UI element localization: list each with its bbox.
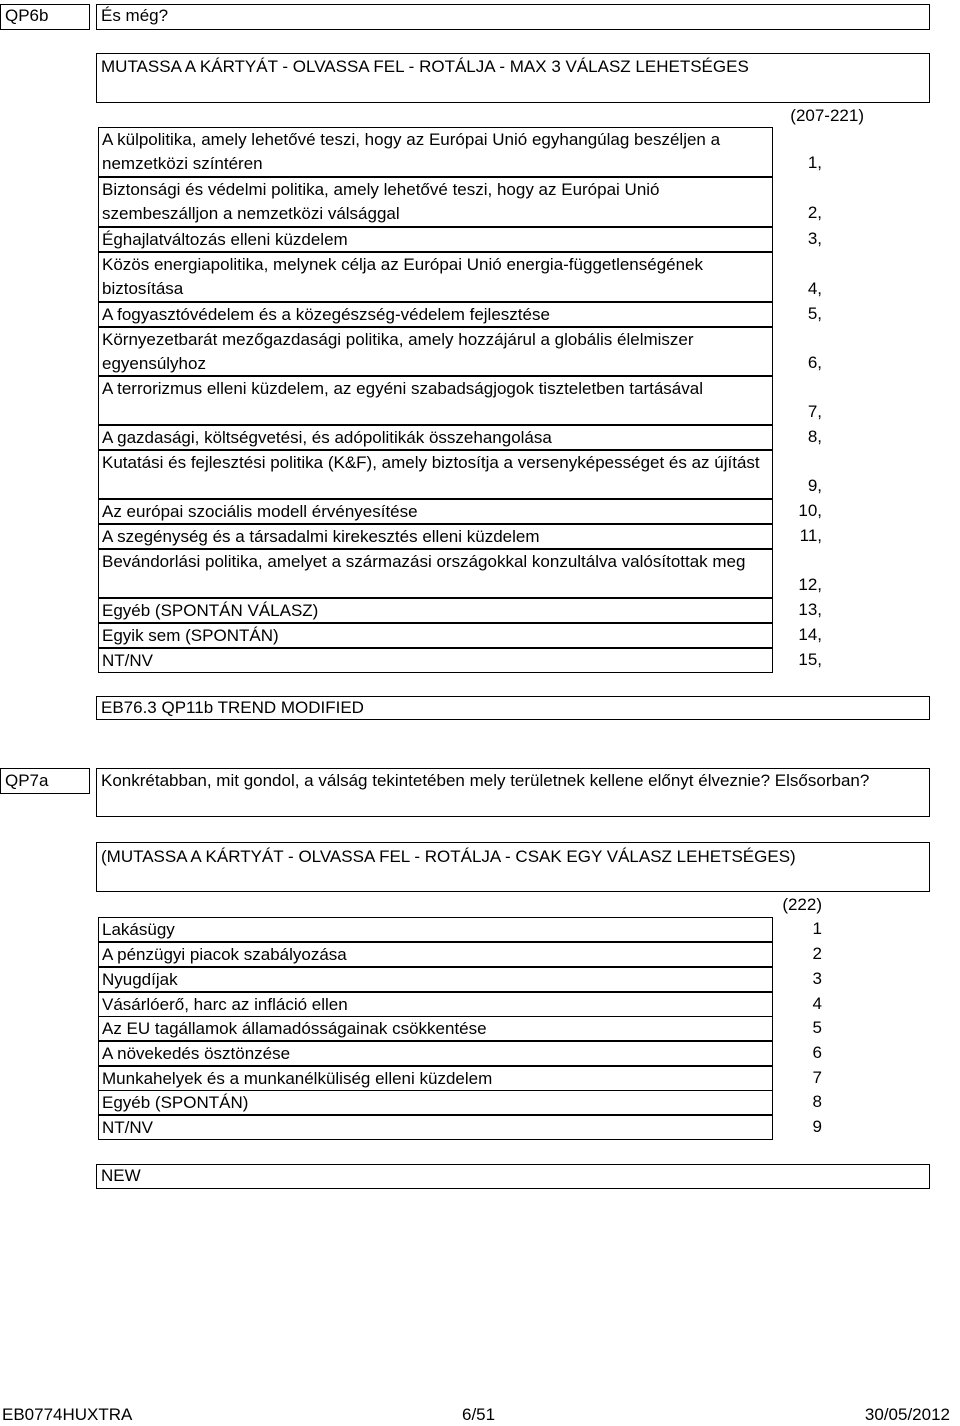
option-text: A gazdasági, költségvetési, és adópolitikák összehangolása bbox=[98, 425, 773, 450]
qp7a-id: QP7a bbox=[0, 768, 90, 794]
option-text: A fogyasztóvédelem és a közegészség-védelem fejlesztése bbox=[98, 302, 773, 327]
option-text: NT/NV bbox=[98, 648, 773, 673]
option-text: Nyugdíjak bbox=[98, 967, 773, 992]
option-code: 1 bbox=[812, 919, 822, 938]
qp7a-range: (222) bbox=[782, 895, 822, 914]
option-code: 9 bbox=[812, 1117, 822, 1136]
option-code: 6, bbox=[807, 353, 822, 372]
option-text: Lakásügy bbox=[98, 917, 773, 942]
option-text: Az EU tagállamok államadósságainak csökkentése bbox=[98, 1016, 773, 1041]
option-text: Közös energiapolitika, melynek célja az Európai Unió energia-függetlenségének biztosítása bbox=[98, 252, 773, 302]
qp6b-instruction: MUTASSA A KÁRTYÁT - OLVASSA FEL - ROTÁLJA - MAX 3 VÁLASZ LEHETSÉGES bbox=[96, 53, 930, 103]
option-code: 5, bbox=[807, 304, 822, 323]
option-text: Bevándorlási politika, amelyet a származási országokkal konzultálva valósítottak meg bbox=[98, 549, 773, 598]
option-code: 12, bbox=[798, 575, 822, 594]
qp6b-range: (207-221) bbox=[790, 106, 864, 125]
option-text: A növekedés ösztönzése bbox=[98, 1041, 773, 1066]
option-text: Az európai szociális modell érvényesítése bbox=[98, 499, 773, 524]
option-text: Éghajlatváltozás elleni küzdelem bbox=[98, 227, 773, 252]
option-text: Vásárlóerő, harc az infláció ellen bbox=[98, 992, 773, 1017]
option-code: 5 bbox=[812, 1018, 822, 1037]
option-text: A terrorizmus elleni küzdelem, az egyéni szabadságjogok tiszteletben tartásával bbox=[98, 376, 773, 425]
qp7a-trend: NEW bbox=[96, 1164, 930, 1189]
option-text: A szegénység és a társadalmi kirekesztés elleni küzdelem bbox=[98, 524, 773, 549]
option-code: 2, bbox=[807, 203, 822, 222]
qp6b-id: QP6b bbox=[0, 4, 90, 30]
option-text: Egyéb (SPONTÁN VÁLASZ) bbox=[98, 598, 773, 623]
option-text: Biztonsági és védelmi politika, amely lehetővé teszi, hogy az Európai Unió szembeszálljon a nemzetközi válsággal bbox=[98, 177, 773, 227]
option-text: A pénzügyi piacok szabályozása bbox=[98, 942, 773, 967]
option-code: 8 bbox=[812, 1092, 822, 1111]
qp6b-question: És még? bbox=[96, 4, 930, 30]
option-text: A külpolitika, amely lehetővé teszi, hogy az Európai Unió egyhangúlag beszéljen a nemzetközi színtéren bbox=[98, 127, 773, 177]
qp7a-instruction: (MUTASSA A KÁRTYÁT - OLVASSA FEL - ROTÁLJA - CSAK EGY VÁLASZ LEHETSÉGES) bbox=[96, 842, 930, 892]
option-text: NT/NV bbox=[98, 1115, 773, 1140]
option-code: 3 bbox=[812, 969, 822, 988]
option-code: 7 bbox=[812, 1068, 822, 1087]
option-text: Egyik sem (SPONTÁN) bbox=[98, 623, 773, 648]
option-text: Környezetbarát mezőgazdasági politika, amely hozzájárul a globális élelmiszer egyensúlyhoz bbox=[98, 327, 773, 376]
option-code: 8, bbox=[807, 427, 822, 446]
option-code: 14, bbox=[798, 625, 822, 644]
option-code: 9, bbox=[807, 476, 822, 495]
footer-doc-id: EB0774HUXTRA bbox=[2, 1405, 133, 1424]
option-code: 11, bbox=[799, 526, 822, 545]
option-text: Egyéb (SPONTÁN) bbox=[98, 1090, 773, 1115]
option-text: Munkahelyek és a munkanélküliség elleni küzdelem bbox=[98, 1066, 773, 1091]
option-code: 4 bbox=[812, 994, 822, 1013]
option-code: 1, bbox=[807, 153, 822, 172]
qp6b-trend: EB76.3 QP11b TREND MODIFIED bbox=[96, 696, 930, 720]
footer-date: 30/05/2012 bbox=[864, 1405, 950, 1424]
option-code: 3, bbox=[807, 229, 822, 248]
option-code: 15, bbox=[798, 650, 822, 669]
option-code: 6 bbox=[812, 1043, 822, 1062]
option-code: 2 bbox=[812, 944, 822, 963]
option-text: Kutatási és fejlesztési politika (K&F), amely biztosítja a versenyképességet és az újítást bbox=[98, 450, 773, 499]
option-code: 10, bbox=[798, 501, 822, 520]
option-code: 13, bbox=[798, 600, 822, 619]
footer-page-number: 6/51 bbox=[462, 1405, 496, 1424]
option-code: 4, bbox=[807, 279, 822, 298]
qp7a-question: Konkrétabban, mit gondol, a válság tekintetében mely területnek kellene előnyt élveznie? Elsősorban? bbox=[96, 768, 930, 817]
option-code: 7, bbox=[807, 402, 822, 421]
